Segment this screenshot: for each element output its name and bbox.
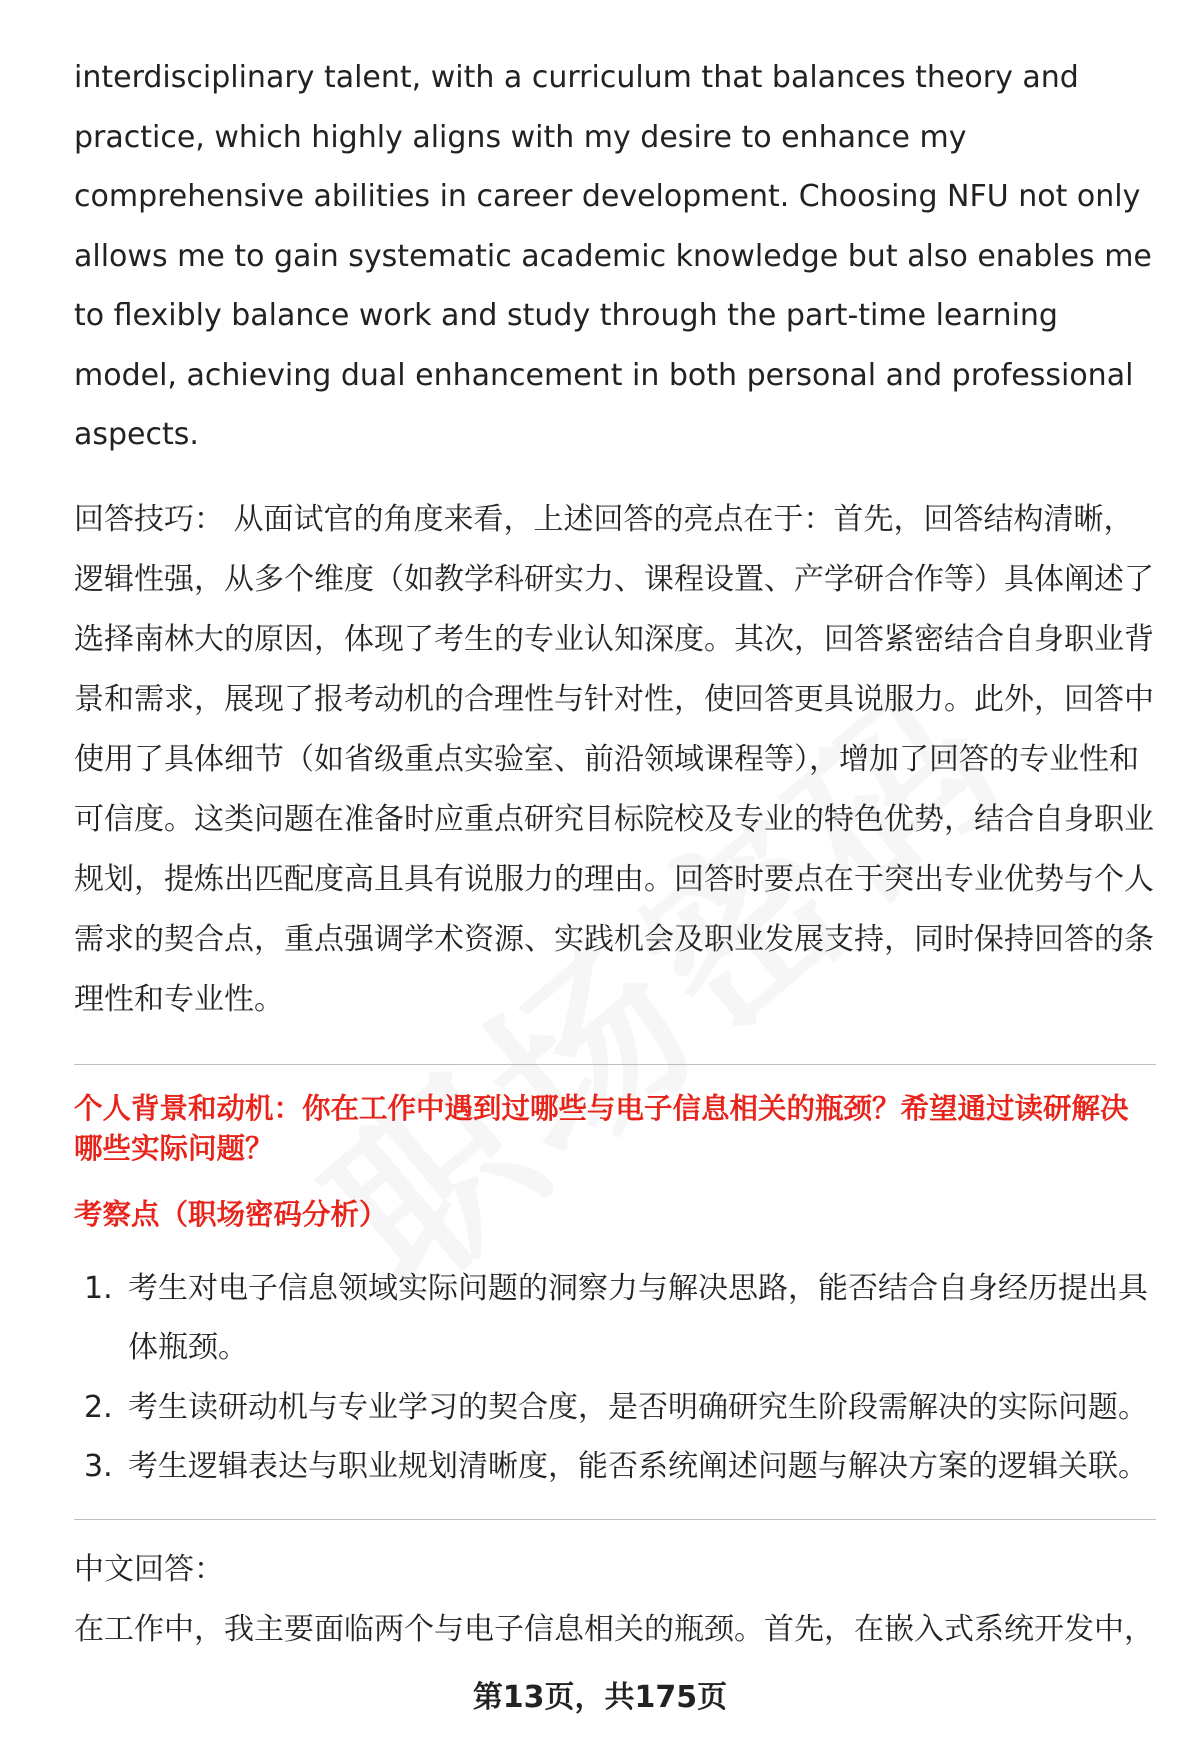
answer-tips-paragraph: 回答技巧： 从面试官的角度来看，上述回答的亮点在于：首先，回答结构清晰，逻辑性强，从多个维度（如教学科研实力、课程设置、产学研合作等）具体阐述了选择南林大的原因，体现了考生的专业认知深度。其次，回答紧密结合自身职业背景和需求，展现了报考动机的合理性与针对性，使回答更具说服力。此外，回答中使用了具体细节（如省级重点实验室、前沿领域课程等），增加了回答的专业性和可信度。这类问题在准备时应重点研究目标院校及专业的特色优势，结合自身职业规划，提炼出匹配度高且具有说服力的理由。回答时要点在于突出专业优势与个人需求的契合点，重点强调学术资源、实践机会及职业发展支持，同时保持回答的条理性和专业性。	[74, 501, 1154, 1017]
assessment-points-list	[74, 1259, 1156, 1497]
list-item-text: 考生对电子信息领域实际问题的洞察力与解决思路，能否结合自身经历提出具体瓶颈。	[128, 1270, 1148, 1365]
page-content	[74, 48, 1156, 1660]
list-item	[74, 1437, 1156, 1497]
chinese-answer-text: 在工作中，我主要面临两个与电子信息相关的瓶颈。首先，在嵌入式系统开发中，	[74, 1611, 1154, 1647]
page-number-footer: 第13页，共175页	[472, 1680, 728, 1715]
list-item-number: 1.	[84, 1270, 113, 1306]
question-heading: 个人背景和动机：你在工作中遇到过哪些与电子信息相关的瓶颈？希望通过读研解决哪些实际问题？	[74, 1091, 1129, 1165]
list-item	[74, 1259, 1156, 1378]
list-item	[74, 1378, 1156, 1438]
section-divider	[74, 1519, 1156, 1520]
english-answer-paragraph: interdisciplinary talent, with a curriculum that balances theory and practice, which highly aligns with my desire to enhance my comprehensive abilities in career development. Choosing NFU not only allows me to gain systematic academic knowledge but also enables me to flexibly balance work and study through the part-time learning model, achieving dual enhancement in both personal and professional aspects.	[74, 60, 1152, 452]
list-item-text: 考生读研动机与专业学习的契合度，是否明确研究生阶段需解决的实际问题。	[128, 1389, 1148, 1425]
assessment-points-heading: 考察点（职场密码分析）	[74, 1197, 388, 1231]
list-item-number: 2.	[84, 1389, 113, 1425]
chinese-answer-label: 中文回答：	[74, 1551, 224, 1587]
list-item-number: 3.	[84, 1449, 113, 1484]
section-divider	[74, 1064, 1156, 1065]
list-item-text: 考生逻辑表达与职业规划清晰度，能否系统阐述问题与解决方案的逻辑关联。	[128, 1449, 1148, 1484]
